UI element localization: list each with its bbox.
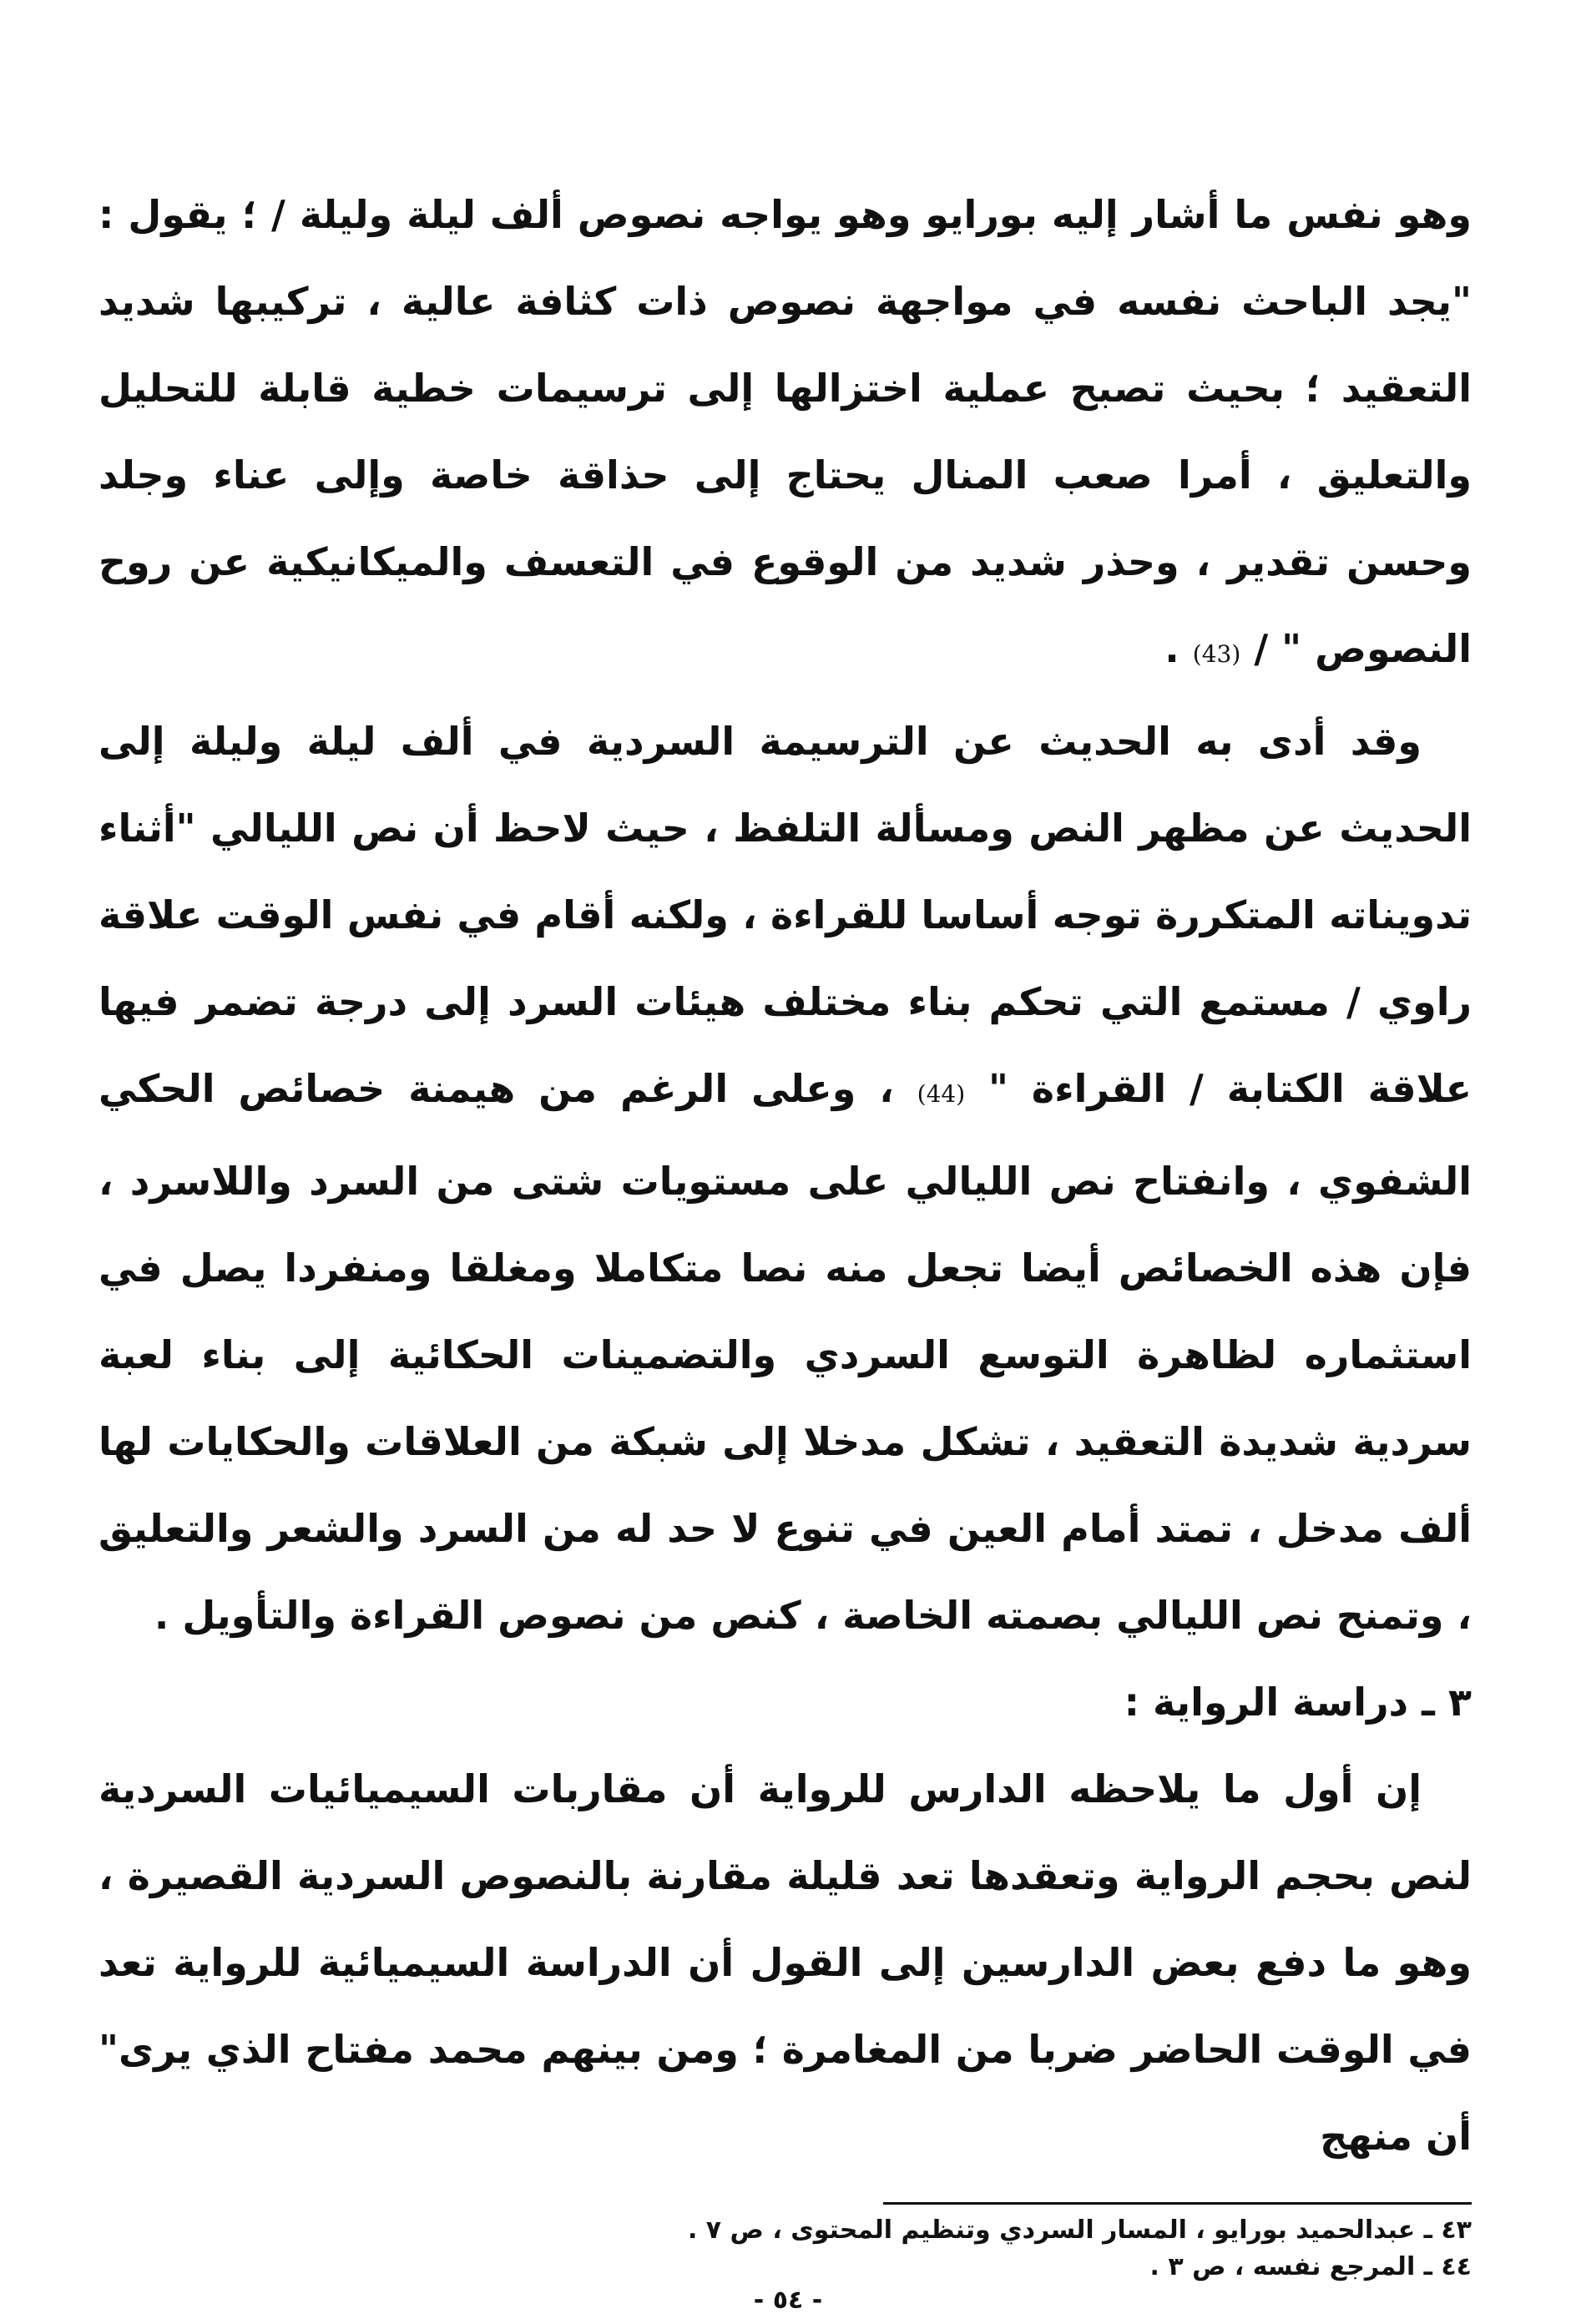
footnotes: [98, 2212, 1472, 2286]
footnote-divider: [883, 2202, 1472, 2205]
paragraph-text: ، وعلى الرغم من هيمنة خصائص الحكي الشفوي ، وانفتاح نص الليالي على مستويات شتى من السرد واللاسرد ، فإن هذه الخصائص أيضا تجعل منه نصا متكاملا ومغلقا ومنفردا يصل في استثماره لظاهرة التوسع السردي والتضمينات الحكائية إلى بناء لعبة سردية شديدة التعقيد ، تشكل مدخلا إلى شبكة من العلاقات والحكايات لها ألف مدخل ، تمتد أمام العين في تنوع لا حد له من السرد والشعر والتعليق ، وتمنح نص الليالي بصمته الخاصة ، كنص من نصوص القراءة والتأويل .: [98, 1066, 1472, 1638]
paragraph-thousand-nights: [98, 698, 1472, 1659]
paragraph-text: وهو نفس ما أشار إليه بورايو وهو يواجه نصوص ألف ليلة وليلة / ؛ يقول : "يجد الباحث نفسه في مواجهة نصوص ذات كثافة عالية ، تركيبها شديد التعقيد ؛ بحيث تصبح عملية اختزالها إلى ترسيمات خطية قابلة للتحليل والتعليق ، أمرا صعب المنال يحتاج إلى حذاقة خاصة وإلى عناء وجلد وحسن تقدير ، وحذر شديد من الوقوع في التعسف والميكانيكية عن روح النصوص " /: [98, 192, 1472, 671]
paragraph-text: .: [1164, 626, 1179, 671]
paragraph-novel-study: إن أول ما يلاحظه الدارس للرواية أن مقاربات السيميائيات السردية لنص بحجم الرواية وتعقدها تعد قليلة مقارنة بالنصوص السردية القصيرة ، وهو ما دفع بعض الدارسين إلى القول أن الدراسة السيميائية للرواية تعد في الوقت الحاضر ضربا من المغامرة ؛ ومن بينهم محمد مفتاح الذي يرى" أن منهج: [98, 1766, 1472, 2159]
paragraph-text: وقد أدى به الحديث عن الترسيمة السردية في ألف ليلة وليلة إلى الحديث عن مظهر النص ومسألة التلفظ ، حيث لاحظ أن نص الليالي "أثناء تدويناته المتكررة توجه أساسا للقراءة ، ولكنه أقام في نفس الوقت علاقة راوي / مستمع التي تحكم بناء مختلف هيئات السرد إلى درجة تضمر فيها علاقة الكتابة / القراءة ": [98, 719, 1472, 1111]
body-text: [98, 171, 1472, 2180]
paragraph-bourayo-quote: [98, 171, 1472, 698]
footnote-ref-44: (44): [917, 1080, 966, 1108]
footnote-43: ٤٣ ـ عبدالحميد بورايو ، المسار السردي وتنظيم المحتوى ، ص ٧ .: [687, 2215, 1472, 2245]
section-heading: ٣ ـ دراسة الرواية :: [1124, 1680, 1472, 1725]
footnote-ref-43: (43): [1192, 640, 1241, 668]
page-number: - ٥٤ -: [753, 2286, 823, 2315]
footnote-44: ٤٤ ـ المرجع نفسه ، ص ٣ .: [1149, 2252, 1472, 2281]
